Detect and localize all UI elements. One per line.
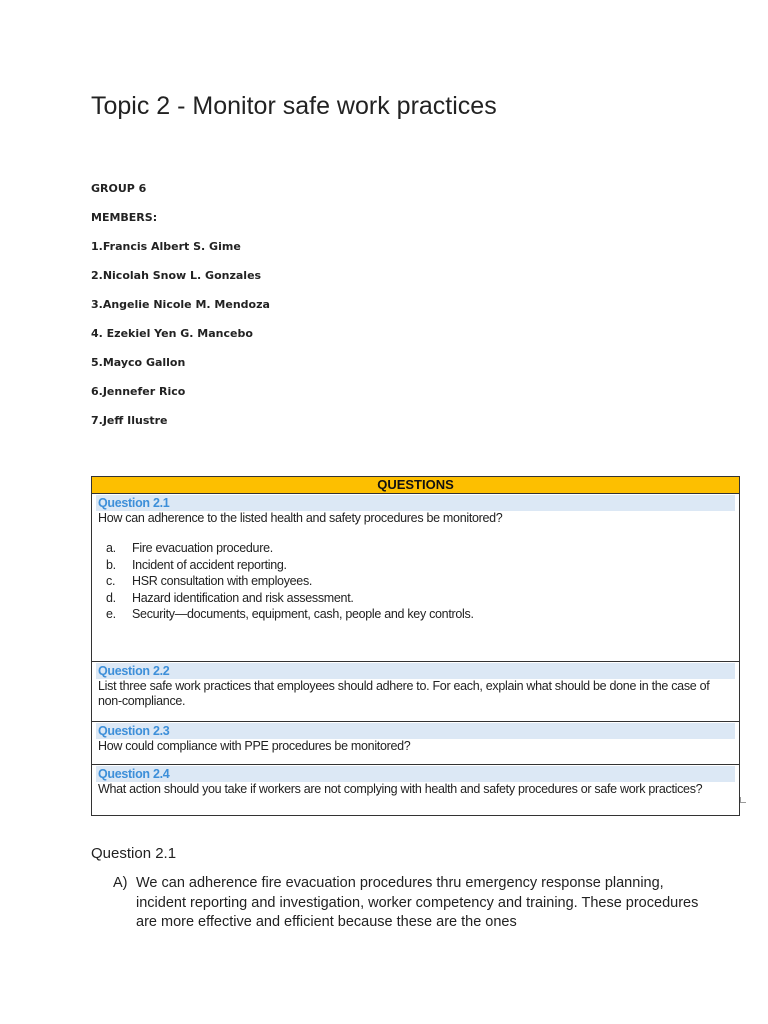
list-item-text: Fire evacuation procedure.	[132, 541, 273, 555]
member-item: 6.Jennefer Rico	[91, 385, 186, 398]
question-label: Question 2.4	[96, 766, 735, 782]
question-label: Question 2.2	[96, 663, 735, 679]
question-cell	[92, 765, 740, 816]
list-marker: e.	[106, 607, 116, 621]
question-label: Question 2.1	[96, 495, 735, 511]
list-item	[104, 606, 739, 623]
list-item	[104, 590, 739, 607]
members-heading: MEMBERS:	[91, 211, 158, 224]
page-title: Topic 2 - Monitor safe work practices	[91, 92, 497, 120]
list-item-text: Security—documents, equipment, cash, people and key controls.	[132, 607, 474, 621]
question-cell	[92, 494, 740, 662]
list-marker: b.	[106, 557, 116, 572]
question-text: How can adherence to the listed health and safety procedures be monitored?	[98, 511, 503, 525]
list-marker: a.	[106, 541, 116, 555]
procedure-list	[104, 540, 739, 623]
list-item	[104, 557, 739, 574]
member-item: 1.Francis Albert S. Gime	[91, 240, 241, 253]
member-item: 3.Angelie Nicole M. Mendoza	[91, 298, 270, 311]
list-marker: d.	[106, 590, 116, 605]
questions-table	[91, 476, 740, 816]
answer-text: We can adherence fire evacuation procedures thru emergency response planning, incident reporting and investigation, worker competency and training. These procedures are more effective and efficient because these are the ones	[136, 875, 699, 930]
group-members-list	[91, 182, 270, 443]
group-label: GROUP 6	[91, 182, 147, 195]
table-end-marker	[740, 797, 746, 803]
member-item: 2.Nicolah Snow L. Gonzales	[91, 269, 262, 282]
list-item-text: HSR consultation with employees.	[132, 574, 313, 588]
member-item: 7.Jeff Ilustre	[91, 414, 168, 427]
member-item: 4. Ezekiel Yen G. Mancebo	[91, 327, 253, 340]
question-text: List three safe work practices that employees should adhere to. For each, explain what should be done in the case of non-compliance.	[98, 679, 710, 708]
answer-heading: Question 2.1	[91, 845, 177, 862]
questions-header: QUESTIONS	[92, 477, 740, 494]
member-item: 5.Mayco Gallon	[91, 356, 186, 369]
answer-label: A)	[113, 875, 128, 891]
list-item-text: Incident of accident reporting.	[132, 557, 287, 572]
list-marker: c.	[106, 574, 116, 588]
list-item	[104, 573, 739, 590]
question-label: Question 2.3	[96, 723, 735, 739]
list-item	[104, 540, 739, 557]
question-text: What action should you take if workers are not complying with health and safety procedures or safe work practices?	[98, 782, 703, 796]
answer-block	[113, 874, 713, 933]
question-text: How could compliance with PPE procedures be monitored?	[98, 739, 411, 753]
question-cell	[92, 722, 740, 765]
list-item-text: Hazard identification and risk assessment.	[132, 590, 354, 605]
question-cell	[92, 662, 740, 722]
